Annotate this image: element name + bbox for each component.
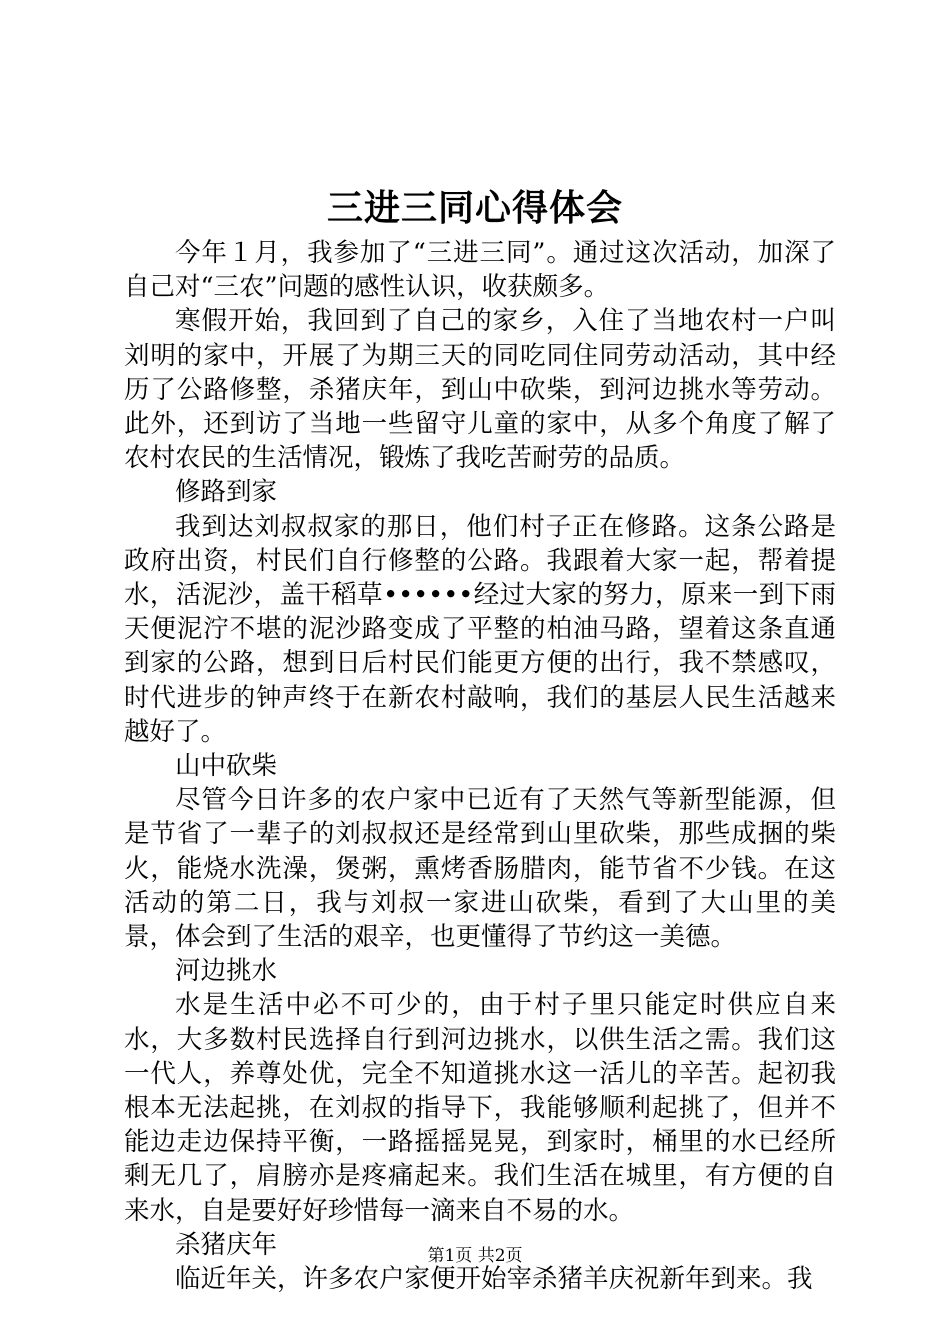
section-heading: 河边挑水: [175, 956, 278, 987]
intro-paragraph: 今年１月，我参加了“三进三同”。通过这次活动，加深了自己对“三农”问题的感性认识，收获颇多。: [124, 238, 836, 303]
section-paragraph: 临近年关，许多农户家便开始宰杀猪羊庆祝新年到来。我: [175, 1264, 813, 1295]
section-paragraph: 我到达刘叔叔家的那日，他们村子正在修路。这条公路是政府出资，村民们自行修整的公路。我跟着大家一起，帮着提水，活泥沙，盖干稻草••••••经过大家的努力，原来一到下雨天便泥泞不堪的泥沙路变成了平整的柏油马路，望着这条直通到家的公路，想到日后村民们能更方便的出行，我不禁感叹，时代进步的钟声终于在新农村敲响，我们的基层人民生活越来越好了。: [124, 511, 836, 747]
document-body: [124, 236, 836, 1296]
page-number-footer: 第1页 共2页: [427, 1246, 523, 1266]
section-paragraph: 水是生活中必不可少的，由于村子里只能定时供应自来水，大多数村民选择自行到河边挑水，以供生活之需。我们这一代人，养尊处优，完全不知道挑水这一活儿的辛苦。起初我根本无法起挑，在刘叔的指导下，我能够顺利起挑了，但并不能边走边保持平衡，一路摇摇晃晃，到家时，桶里的水已经所剩无几了，肩膀亦是疼痛起来。我们生活在城里，有方便的自来水，自是要好好珍惜每一滴来自不易的水。: [124, 990, 836, 1226]
section-heading: 杀猪庆年: [175, 1229, 278, 1260]
section-heading: 修路到家: [175, 477, 278, 508]
section-heading: 山中砍柴: [175, 751, 278, 782]
document-title: 三进三同心得体会: [326, 187, 623, 229]
section-paragraph: 尽管今日许多的农户家中已近有了天然气等新型能源，但是节省了一辈子的刘叔叔还是经常到山里砍柴，那些成捆的柴火，能烧水洗澡，煲粥，熏烤香肠腊肉，能节省不少钱。在这活动的第二日，我与刘叔一家进山砍柴，看到了大山里的美景，体会到了生活的艰辛，也更懂得了节约这一美德。: [124, 785, 836, 953]
background-paragraph: 寒假开始，我回到了自己的家乡，入住了当地农村一户叫刘明的家中，开展了为期三天的同吃同住同劳动活动，其中经历了公路修整，杀猪庆年，到山中砍柴，到河边挑水等劳动。此外，还到访了当地一些留守儿童的家中，从多个角度了解了农村农民的生活情况，锻炼了我吃苦耐劳的品质。: [124, 306, 836, 474]
